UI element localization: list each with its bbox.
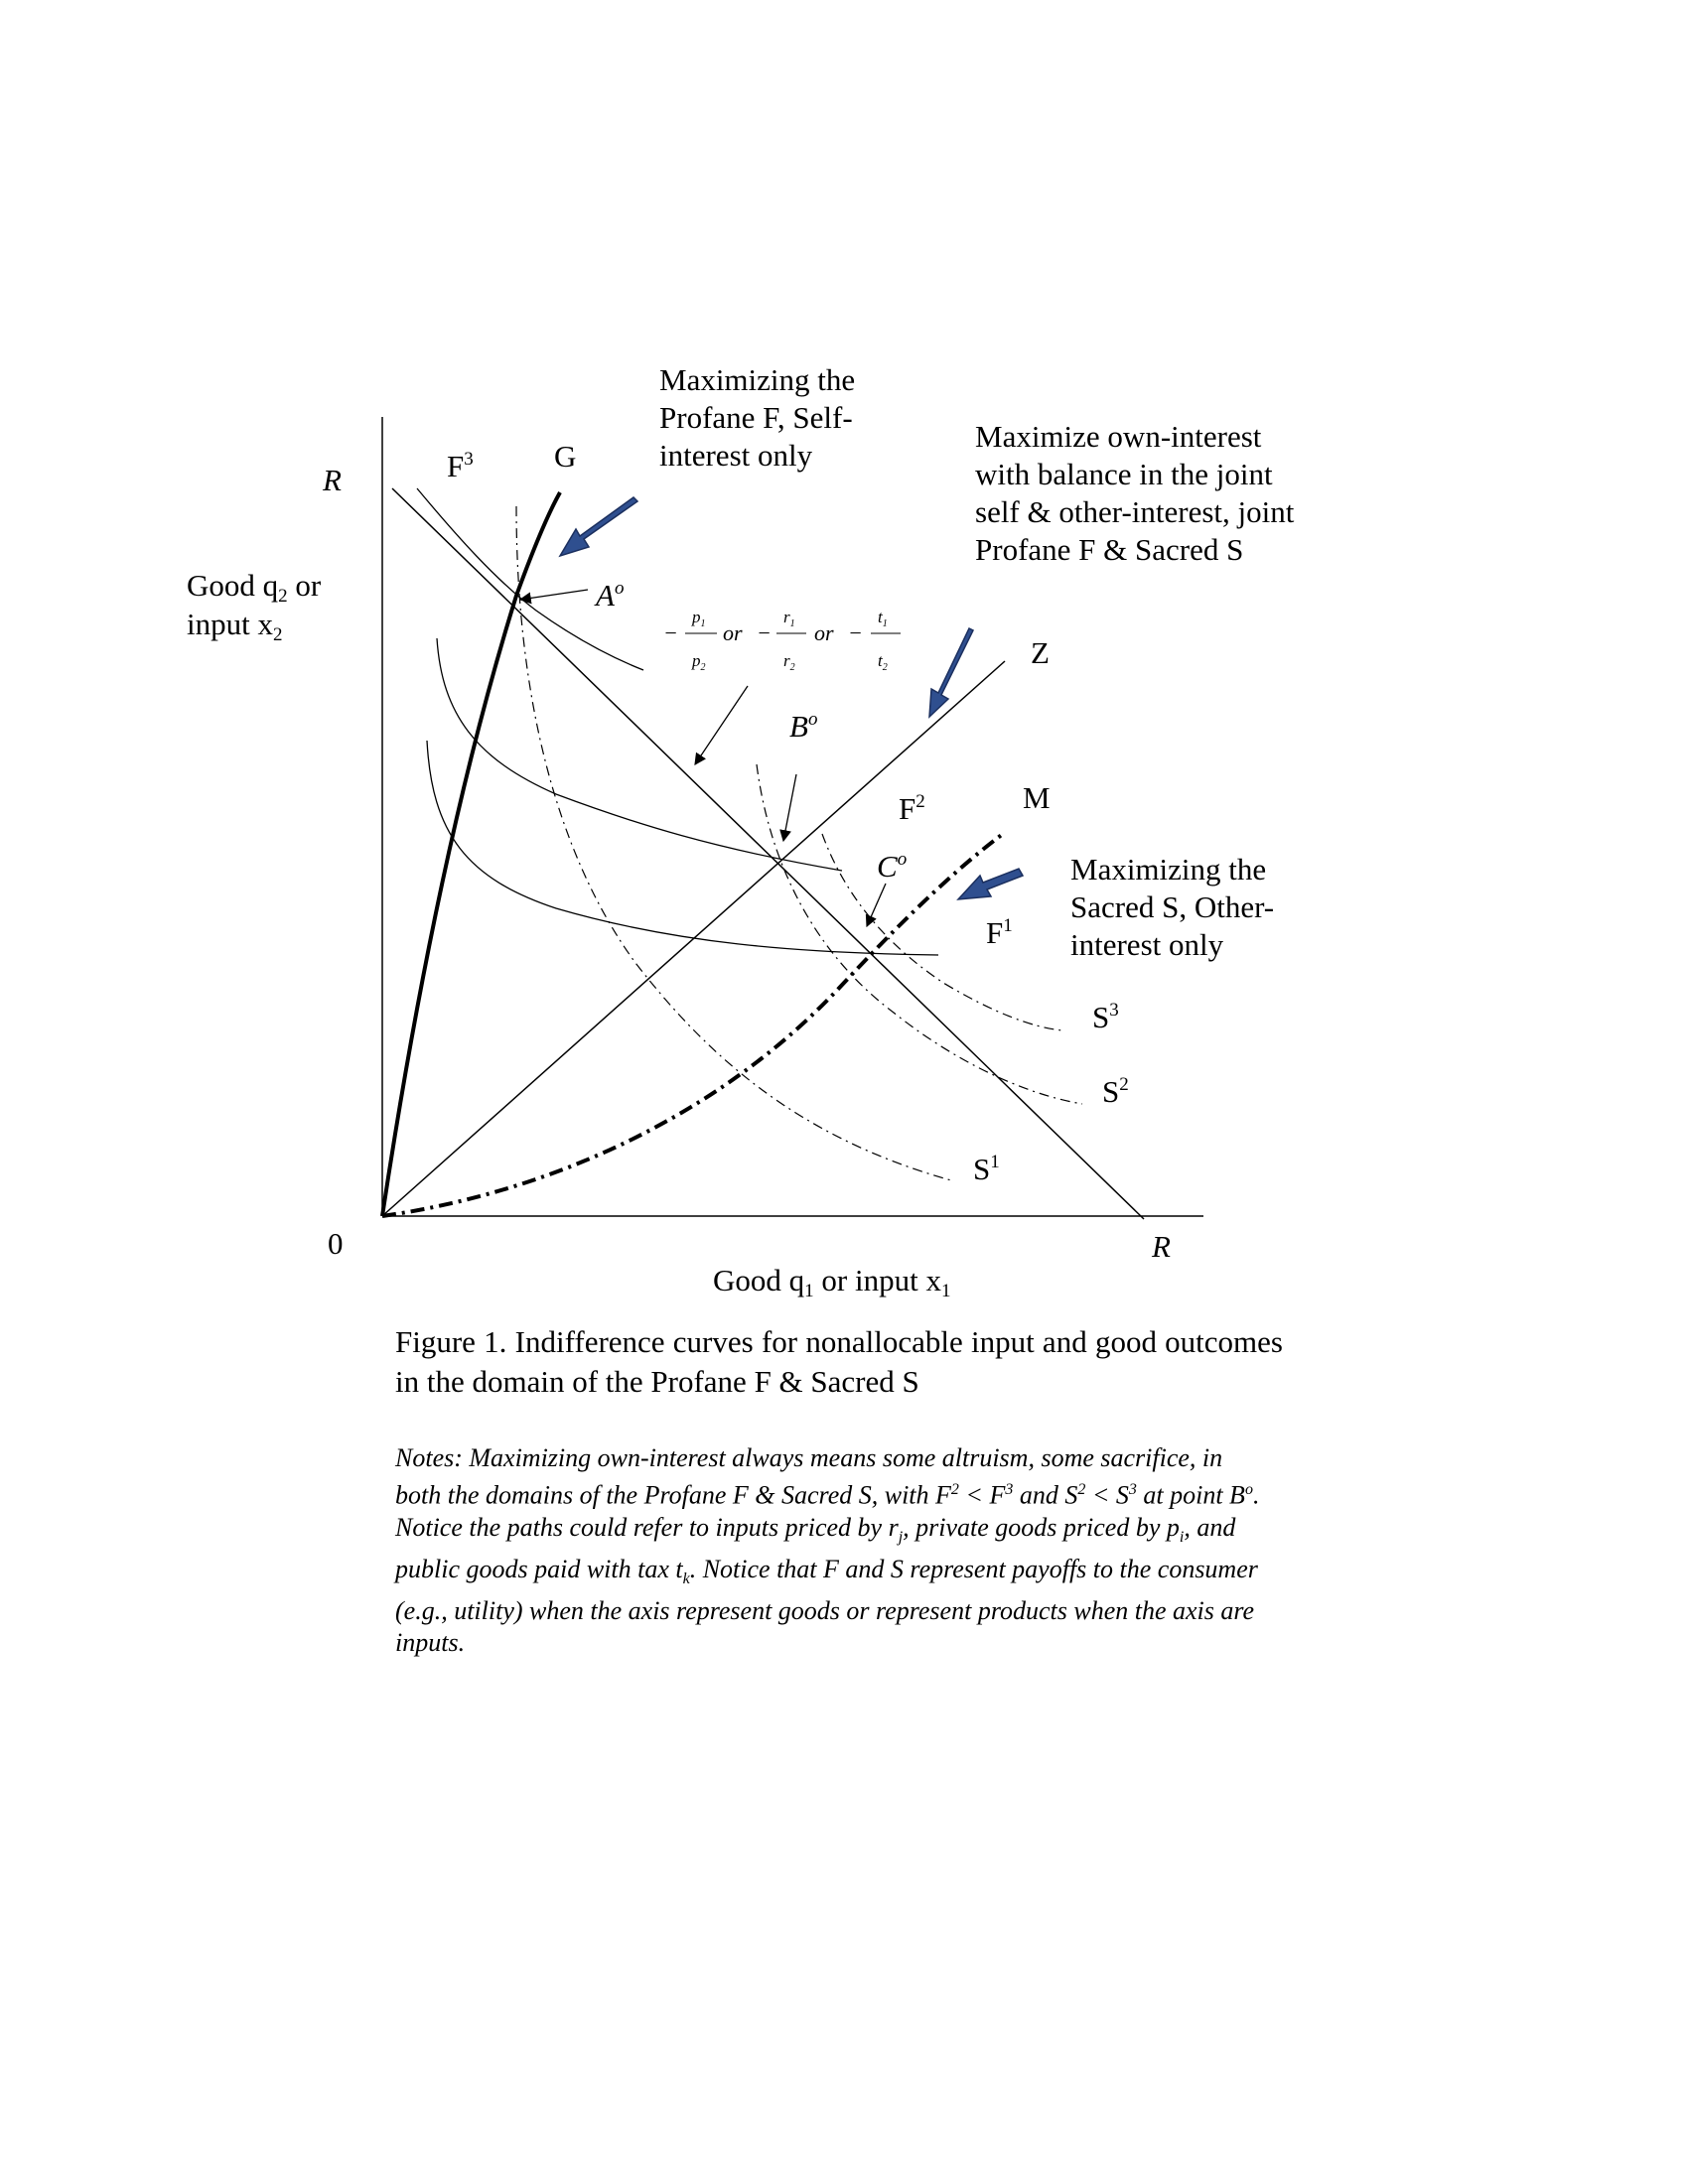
- y-axis-label: Good q2 or input x2: [187, 568, 322, 645]
- label-point-a: $A^o$: [596, 578, 625, 613]
- label-z: Z: [1031, 635, 1050, 670]
- pointer-budget: [695, 686, 748, 764]
- balance-blue-arrow: [929, 628, 973, 717]
- label-s2: $S^2$: [1102, 1074, 1129, 1109]
- notes-segment: 3: [1128, 1481, 1137, 1498]
- notes-segment: 2: [950, 1481, 959, 1498]
- notes-segment: j: [898, 1528, 904, 1546]
- figure-caption: Figure 1. Indifference curves for nonallocable input and good outcomes in the domain of the Profane F & Sacred S: [395, 1324, 1283, 1399]
- notes-segment: < F: [958, 1480, 1006, 1510]
- label-g: G: [554, 439, 577, 474]
- annotation-profane: Maximizing the Profane F, Self- interest only: [659, 362, 856, 473]
- notes-segment: . Notice the paths could refer to inputs priced by r: [395, 1480, 1260, 1542]
- annotation-sacred: Maximizing the Sacred S, Other- interest only: [1070, 852, 1275, 962]
- label-f3: $F^3$: [447, 449, 474, 483]
- pointer-c: [867, 884, 886, 926]
- label-f1: $F^1$: [986, 915, 1013, 950]
- notes-segment: 3: [1005, 1481, 1014, 1498]
- svg-text:−: −: [757, 620, 772, 645]
- notes-segment: k: [682, 1570, 690, 1588]
- x-axis-label: Good q1 or input x1: [713, 1263, 951, 1301]
- svg-text:r1: $r_1$: [783, 608, 795, 629]
- svg-text:t2: $t_2$: [878, 651, 888, 673]
- svg-text:r2: $r_2$: [783, 651, 795, 673]
- svg-text:p2: $p_2$: [692, 651, 706, 673]
- notes-segment: , and public goods paid with tax t: [395, 1512, 1236, 1583]
- f1-curve: [427, 741, 938, 955]
- svg-text:or: or: [723, 620, 743, 645]
- notes-segment: , private goods priced by p: [903, 1512, 1180, 1542]
- notes-segment: and S: [1013, 1480, 1078, 1510]
- notes-segment: . Notice that F and S represent payoffs to the consumer (e.g., utility) when the axis represent goods or represent products when the axis are inputs.: [395, 1554, 1258, 1658]
- profane-blue-arrow: [560, 497, 637, 556]
- svg-text:p1: $p_1$: [692, 608, 706, 629]
- sacred-blue-arrow: [958, 869, 1023, 899]
- figure-notes: [395, 1442, 1269, 1659]
- s1-curve: [822, 834, 1062, 1030]
- svg-text:−: −: [848, 620, 863, 645]
- notes-segment: 2: [1077, 1481, 1086, 1498]
- f2-curve: [437, 638, 842, 871]
- axis-end-top: R: [323, 463, 342, 497]
- notes-segment: o: [1244, 1481, 1253, 1498]
- label-m: M: [1023, 780, 1051, 815]
- label-s1: $S^1$: [973, 1152, 1000, 1186]
- notes-segment: i: [1179, 1528, 1185, 1546]
- budget-line: [392, 488, 1144, 1219]
- svg-text:or: or: [814, 620, 834, 645]
- axis-end-right: R: [1152, 1229, 1171, 1264]
- notes-segment: at point B: [1136, 1480, 1245, 1510]
- pointer-a: [520, 590, 588, 600]
- origin-label: 0: [328, 1226, 344, 1261]
- svg-text:t1: $t_1$: [878, 608, 888, 629]
- notes-segment: < S: [1085, 1480, 1129, 1510]
- annotation-balance: Maximize own-interest with balance in the joint self & other-interest, joint Profane F & Sacred S: [975, 419, 1295, 567]
- notes-segment: Notes: Maximizing own-interest always means some altruism, some sacrifice, in both the domains of the Profane F & Sacred S, with F: [395, 1443, 1223, 1510]
- profane-path-g: [382, 492, 560, 1216]
- svg-text:−: −: [663, 620, 678, 645]
- label-point-b: $B^o$: [789, 709, 818, 744]
- label-point-c: $C^o$: [877, 849, 908, 884]
- price-ratio-expression: [663, 608, 901, 673]
- s2-curve: [757, 764, 1082, 1104]
- label-f2: $F^2$: [899, 791, 925, 826]
- pointer-b: [783, 774, 796, 841]
- label-s3: $S^3$: [1092, 1000, 1119, 1034]
